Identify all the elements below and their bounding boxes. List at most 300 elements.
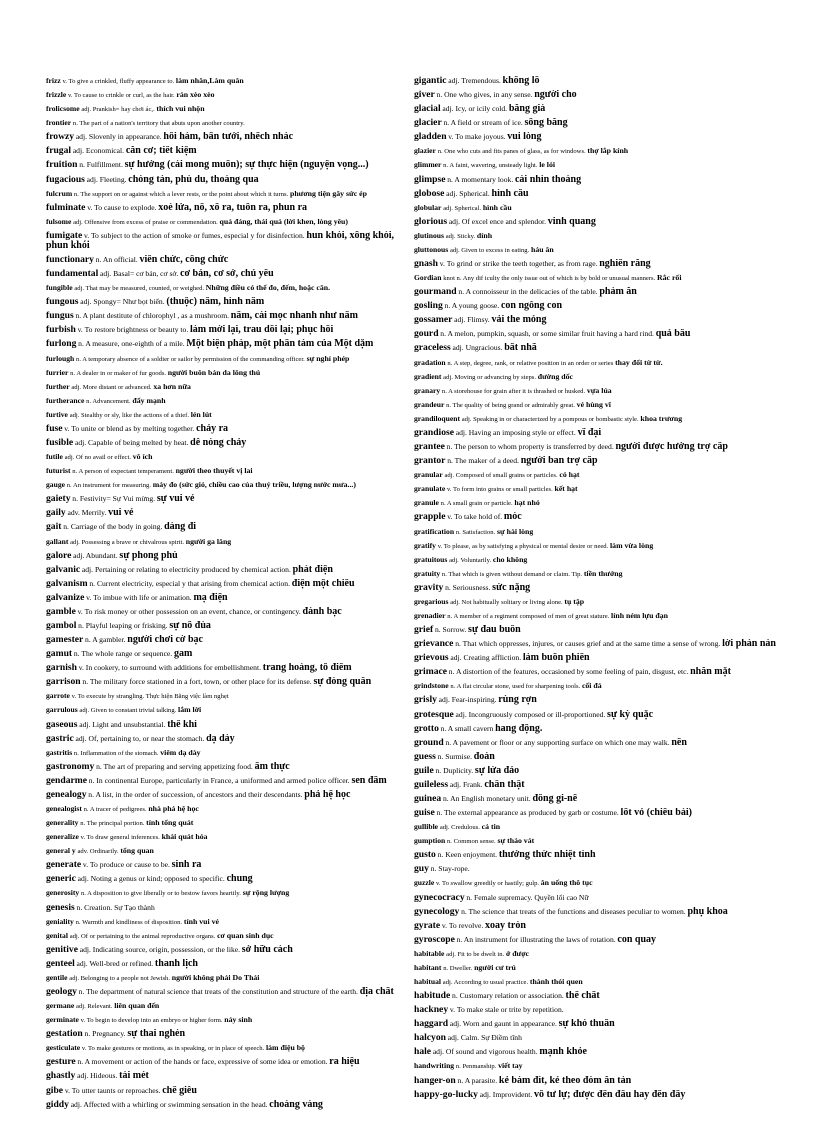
entry-definition: v. To subject to the action of smoke or fumes, especial y for disinfection.	[83, 230, 305, 240]
entry-headword: genitive	[46, 944, 78, 955]
dictionary-entry	[414, 667, 786, 677]
entry-translation: sự vui vẻ	[156, 494, 195, 505]
entry-translation: điện một chiều	[291, 578, 355, 589]
entry-headword: glazier	[414, 146, 436, 156]
entry-headword: guile	[414, 765, 434, 776]
entry-headword: fungible	[46, 283, 73, 293]
entry-definition: adj. Noting a genus or kind; opposed to specific.	[77, 874, 225, 884]
dictionary-entry	[46, 762, 418, 772]
entry-definition: n. A parasite.	[457, 1075, 498, 1085]
entry-headword: gastritis	[46, 747, 73, 757]
entry-definition: n. Playful leaping or frisking.	[78, 620, 168, 630]
entry-headword: gluttonous	[414, 244, 449, 254]
entry-translation: mạ điện	[193, 592, 228, 603]
entry-headword: galvanize	[46, 592, 85, 603]
entry-headword: guise	[414, 808, 435, 819]
entry-headword: genital	[46, 930, 68, 940]
entry-definition: v. To execute by strangling. Thực hiện Bằng việc làm nghẹt	[71, 693, 229, 701]
entry-translation: tính tổng quát	[146, 818, 194, 828]
entry-translation: phương tiện gây sức ép	[289, 188, 367, 198]
entry-headword: gradient	[414, 371, 442, 381]
entry-definition: n. Satisfaction.	[455, 528, 496, 536]
dictionary-entry	[414, 456, 786, 466]
entry-translation: móc	[503, 512, 522, 523]
entry-headword: frolicsome	[46, 104, 80, 114]
entry-headword: germinate	[46, 1015, 79, 1025]
entry-headword: general y	[46, 846, 76, 856]
entry-definition: n. A measure, one-eighth of a mile.	[78, 339, 185, 349]
entry-definition: n. A flat circular stone, used for sharpening tools.	[450, 683, 581, 691]
entry-translation: dạ dày	[206, 733, 235, 744]
entry-definition: n. A gambler.	[85, 635, 126, 645]
entry-definition: v. To revolve.	[441, 920, 484, 930]
entry-definition: v. To produce or cause to be.	[82, 860, 170, 870]
dictionary-entry	[414, 527, 786, 537]
dictionary-entry	[414, 301, 786, 311]
dictionary-entry	[46, 818, 418, 828]
entry-translation: sự khó thuần	[558, 1019, 615, 1030]
entry-headword: fusible	[46, 437, 74, 448]
dictionary-entry	[46, 537, 418, 547]
entry-headword: halcyon	[414, 1033, 446, 1044]
entry-translation: viên chức, công chức	[139, 254, 229, 265]
entry-definition: adj. Of, pertaining to, or near the stomach.	[75, 733, 205, 743]
entry-headword: gibe	[46, 1085, 64, 1096]
entry-headword: fugacious	[46, 174, 85, 185]
entry-translation: rán xèo xèo	[176, 90, 215, 100]
entry-definition: n. Sorrow.	[434, 625, 467, 635]
entry-headword: gallant	[46, 536, 69, 546]
entry-definition: adj. Of or pertaining to the animal reproductive organs.	[69, 932, 216, 940]
dictionary-entry	[46, 325, 418, 335]
entry-headword: garnish	[46, 663, 77, 674]
entry-definition: adj. Voluntarily.	[449, 556, 492, 564]
entry-definition: n. The art of preparing and serving appetizing food.	[96, 761, 253, 771]
entry-definition: adj. Belonging to a people not Jewish.	[69, 974, 170, 982]
entry-headword: grisly	[414, 695, 437, 706]
dictionary-entry	[414, 864, 786, 874]
dictionary-entry	[46, 579, 418, 589]
entry-headword: grievance	[414, 639, 454, 650]
entry-definition: adj. That may be measured, counted, or weighed.	[74, 285, 205, 293]
entry-definition: n. One who gives, in any sense.	[436, 90, 533, 100]
entry-definition: n. Penmanship.	[455, 1063, 497, 1071]
entry-headword: glorious	[414, 216, 448, 227]
entry-definition: n. The principal portion.	[80, 820, 145, 828]
dictionary-entry	[414, 104, 786, 114]
entry-headword: gratify	[414, 540, 436, 550]
dictionary-entry	[46, 480, 418, 490]
entry-definition: adj. Spherical.	[446, 188, 490, 198]
entry-translation: người cho	[534, 90, 577, 101]
entry-headword: gait	[46, 522, 62, 533]
entry-translation: nền	[671, 737, 687, 748]
entry-definition: adj. Sticky.	[445, 232, 476, 240]
dictionary-entry	[414, 1005, 786, 1015]
entry-headword: happy-go-lucky	[414, 1089, 478, 1100]
dictionary-entry	[414, 400, 786, 410]
entry-translation: viêm dạ dày	[160, 747, 201, 757]
dictionary-entry	[46, 931, 418, 941]
entry-translation: làm mới lại, trau dồi lại; phục hồi	[189, 325, 334, 336]
dictionary-entry	[414, 977, 786, 987]
entry-headword: gosling	[414, 301, 443, 312]
entry-headword: generosity	[46, 888, 80, 898]
entry-headword: granular	[414, 470, 443, 480]
dictionary-entry	[46, 452, 418, 462]
dictionary-entry	[414, 1019, 786, 1029]
entry-headword: gamble	[46, 606, 76, 617]
entry-definition: adj. More distant or advanced.	[71, 383, 152, 391]
entry-headword: galvanic	[46, 564, 81, 575]
dictionary-entry	[414, 836, 786, 846]
dictionary-entry	[414, 850, 786, 860]
dictionary-entry	[414, 780, 786, 790]
entry-headword: gregarious	[414, 596, 449, 606]
entry-translation: háu ăn	[530, 244, 554, 254]
dictionary-entry	[46, 269, 418, 279]
entry-translation: sự nô đùa	[169, 620, 211, 631]
entry-definition: adj. Given to constant trivial talking.	[79, 707, 177, 715]
entry-translation: cả tin	[481, 822, 501, 832]
entry-definition: adj. Affected with a whirling or swimming sensation in the head.	[70, 1099, 268, 1109]
entry-headword: gyrate	[414, 920, 441, 931]
entry-definition: n. Stay-rope.	[430, 864, 470, 874]
dictionary-entry	[414, 329, 786, 339]
entry-definition: adj. According to usual practice.	[442, 979, 529, 986]
entry-translation: sự thai nghén	[127, 1029, 186, 1040]
dictionary-entry	[414, 287, 786, 297]
entry-translation: đánh bạc	[302, 606, 342, 617]
entry-translation: sinh ra	[171, 860, 202, 871]
dictionary-entry	[46, 424, 418, 434]
dictionary-entry	[46, 255, 418, 265]
entry-definition: adj. Worn and gaunt in appearance.	[449, 1019, 557, 1029]
entry-translation: ăn uống thô tục	[540, 878, 593, 888]
entry-translation: có hạt	[559, 470, 580, 480]
entry-definition: n. A step, degree, rank, or relative position in an order or series	[447, 359, 614, 367]
entry-definition: adj. Creating affliction.	[450, 653, 522, 663]
entry-headword: gradation	[414, 357, 446, 367]
entry-definition: adv. Merrily.	[67, 508, 107, 518]
entry-definition: n. Festivity= Sự Vui mừng.	[72, 494, 156, 504]
entry-definition: adj. Offensive from excess of praise or commendation.	[73, 218, 218, 226]
entry-definition: v. To please, as by satisfying a physical or mental desire or need.	[437, 542, 609, 550]
entry-definition: v. To draw general inferences.	[80, 834, 160, 842]
entry-translation: vẻ hùng vĩ	[576, 399, 611, 409]
entry-headword: fuse	[46, 423, 63, 434]
left-column	[46, 76, 418, 1114]
dictionary-entry	[414, 217, 786, 227]
dictionary-entry	[46, 396, 418, 406]
entry-definition: n. A tracer of pedigrees.	[83, 806, 147, 813]
dictionary-entry	[46, 691, 418, 701]
entry-headword: galore	[46, 550, 72, 561]
entry-definition: adj. Tremendous.	[448, 76, 501, 85]
entry-definition: adj. Icy, or icily cold.	[442, 104, 508, 114]
dictionary-entry	[46, 231, 418, 251]
entry-translation: cái nhìn thoáng	[514, 174, 582, 185]
entry-definition: adj. Pertaining or relating to electricity produced by chemical action.	[81, 564, 291, 574]
entry-definition: n. An instrument for measuring.	[66, 482, 151, 490]
entry-headword: gamut	[46, 649, 73, 660]
entry-headword: fungous	[46, 297, 79, 308]
entry-definition: n. An English monetary unit.	[442, 793, 531, 803]
entry-definition: n. An instrument for illustrating the laws of rotation.	[456, 934, 616, 944]
entry-headword: galvanism	[46, 578, 88, 589]
entry-headword: grievous	[414, 653, 449, 664]
entry-translation: phả hệ học	[304, 789, 351, 800]
entry-translation: khoa trương	[640, 413, 683, 423]
dictionary-entry	[46, 339, 418, 349]
entry-headword: grandiloquent	[414, 413, 460, 423]
entry-translation: nảy sinh	[224, 1015, 253, 1025]
dictionary-entry	[46, 888, 418, 898]
entry-definition: adj. Having an imposing style or effect.	[455, 427, 576, 437]
entry-translation: làm buồn phiền	[522, 653, 590, 664]
entry-definition: n. A temporary absence of a soldier or sailor by permission of the commanding officer.	[76, 355, 305, 363]
dictionary-entry	[414, 597, 786, 607]
dictionary-entry	[46, 1001, 418, 1011]
dictionary-entry	[414, 949, 786, 959]
entry-translation: thanh lịch	[154, 958, 198, 969]
entry-headword: frontier	[46, 118, 72, 128]
dictionary-entry	[46, 987, 418, 997]
entry-definition: n. A dealer in or maker of fur goods.	[70, 369, 167, 377]
entry-definition: n. Keen enjoyment.	[437, 850, 498, 860]
entry-headword: gastric	[46, 733, 74, 744]
entry-headword: glutinous	[414, 230, 444, 240]
entry-headword: generalize	[46, 832, 79, 842]
entry-headword: giddy	[46, 1099, 69, 1110]
entry-definition: n. Advancement.	[86, 397, 131, 405]
entry-translation: con quay	[617, 934, 657, 945]
entry-definition: n. The science that treats of the functions and diseases peculiar to women.	[461, 906, 686, 916]
entry-translation: vinh quang	[547, 216, 596, 227]
dictionary-entry	[46, 621, 418, 631]
entry-translation: bất nhã	[504, 343, 537, 354]
entry-translation: máy đo (sức gió, chiều cao của thuỷ triều, lượng nước mưa...)	[152, 480, 356, 490]
entry-translation: đoán	[473, 751, 495, 762]
dictionary-entry	[46, 973, 418, 983]
entry-definition: v. To swallow greedily or hastily; gulp.	[436, 880, 540, 888]
entry-headword: fruition	[46, 160, 78, 171]
dictionary-entry	[414, 175, 786, 185]
entry-definition: n. A distortion of the features, occasioned by some feeling of pain, disgust, etc.	[448, 667, 689, 677]
entry-headword: grief	[414, 625, 434, 636]
entry-definition: v. To restore brightness or beauty to.	[77, 325, 189, 335]
entry-headword: fulcrum	[46, 188, 73, 198]
entry-translation: lời phàn nàn	[722, 639, 776, 650]
entry-translation: làm nhăn,Làm quăn	[175, 76, 244, 85]
entry-translation: thể khí	[167, 719, 197, 730]
entry-headword: hanger-on	[414, 1075, 456, 1086]
right-column	[414, 76, 786, 1104]
entry-headword: globose	[414, 188, 445, 199]
entry-headword: gynecocracy	[414, 892, 465, 903]
entry-definition: adj. Economical.	[72, 146, 125, 156]
entry-translation: đẩy mạnh	[132, 395, 166, 405]
entry-definition: n. Female supremacy. Quyền lối cao Nữ	[466, 892, 589, 902]
entry-headword: giver	[414, 90, 435, 101]
entry-translation: hôi hám, bẩn tưởi, nhếch nhác	[163, 132, 294, 143]
entry-definition: adj. Not habitually solitary or living alone.	[450, 598, 563, 606]
entry-translation: gam	[173, 649, 193, 660]
dictionary-entry	[414, 611, 786, 621]
dictionary-entry	[46, 297, 418, 307]
dictionary-entry	[46, 368, 418, 378]
entry-definition: n. A connoisseur in the delicacies of the table.	[458, 287, 598, 297]
entry-headword: gynecology	[414, 906, 460, 917]
entry-definition: adj. Frank.	[449, 779, 483, 789]
dictionary-entry	[414, 512, 786, 522]
entry-translation: choáng váng	[269, 1099, 323, 1110]
entry-headword: frugal	[46, 146, 72, 157]
entry-headword: germane	[46, 1001, 75, 1011]
entry-translation: thay đổi từ từ.	[615, 357, 663, 367]
dictionary-entry	[414, 738, 786, 748]
entry-headword: gravity	[414, 582, 444, 593]
entry-definition: v. To make stale or trite by repetition.	[449, 1005, 564, 1015]
entry-definition: n. A plant destitute of chlorophyl , as a mushroom.	[75, 311, 230, 321]
entry-translation: sông băng	[524, 118, 568, 129]
entry-headword: furrier	[46, 367, 69, 377]
entry-translation: người được hưởng trợ cấp	[615, 442, 728, 453]
dictionary-entry	[414, 681, 786, 691]
entry-definition: adj. Credulous.	[439, 824, 480, 832]
entry-headword: gaiety	[46, 494, 71, 505]
dictionary-entry	[46, 175, 418, 185]
entry-translation: xoè lửa, nổ, xổ ra, tuôn ra, phun ra	[158, 202, 308, 213]
entry-translation: thành thói quen	[529, 977, 583, 986]
entry-headword: generate	[46, 860, 82, 871]
dictionary-entry	[414, 90, 786, 100]
entry-definition: n. That which is given without demand or claim. Tip.	[441, 570, 583, 578]
dictionary-entry	[46, 635, 418, 645]
entry-headword: furtherance	[46, 395, 85, 405]
entry-headword: ghastly	[46, 1071, 76, 1082]
entry-translation: vĩ đại	[577, 427, 602, 438]
entry-translation: đường dốc	[537, 371, 573, 381]
entry-headword: geology	[46, 987, 77, 998]
entry-headword: furbish	[46, 325, 76, 336]
entry-headword: gambol	[46, 620, 77, 631]
entry-headword: futile	[46, 452, 63, 462]
entry-translation: kết hạt	[554, 484, 578, 494]
entry-translation: tổng quan	[120, 846, 154, 856]
dictionary-entry	[414, 541, 786, 551]
entry-translation: ra hiệu	[329, 1057, 360, 1068]
entry-headword: genealogist	[46, 804, 82, 813]
entry-headword: garrulous	[46, 705, 78, 715]
entry-definition: n. Creation. Sự Tạo thành	[76, 902, 155, 912]
entry-headword: habitude	[414, 991, 451, 1002]
entry-translation: người theo thuyết vị lai	[175, 466, 253, 476]
entry-translation: ẩm thực	[254, 761, 290, 772]
entry-definition: n. The military force stationed in a fort, town, or other place for its defense.	[82, 677, 312, 687]
entry-definition: n. That which oppresses, injures, or causes grief and at the same time a sense of wrong.	[455, 639, 721, 649]
entry-headword: gesture	[46, 1057, 76, 1068]
entry-definition: adj. Spherical.	[443, 204, 482, 212]
dictionary-entry	[414, 118, 786, 128]
entry-definition: adj. Spongy= Như bọt biển.	[80, 297, 165, 307]
entry-translation: làm điệu bộ	[265, 1043, 305, 1053]
dictionary-entry	[414, 428, 786, 438]
entry-definition: n. A list, in the order of succession, of ancestors and their descendants.	[88, 789, 303, 799]
entry-headword: frowzy	[46, 132, 75, 143]
entry-translation: ở được	[505, 948, 530, 958]
dictionary-entry	[46, 466, 418, 476]
dictionary-entry	[46, 1071, 418, 1081]
entry-translation: cơ bản, cơ sở, chủ yếu	[180, 269, 274, 280]
entry-headword: fumigate	[46, 230, 83, 241]
entry-headword: gesticulate	[46, 1043, 81, 1053]
dictionary-entry	[46, 1086, 418, 1096]
entry-definition: n. Pregnancy.	[84, 1029, 126, 1039]
entry-headword: further	[46, 381, 70, 391]
entry-definition: adj. Of sound and vigorous health.	[432, 1047, 538, 1057]
entry-headword: gullible	[414, 822, 439, 832]
entry-headword: gauge	[46, 480, 65, 490]
entry-headword: grapple	[414, 512, 446, 523]
entry-translation: sự hài lòng	[496, 526, 534, 536]
entry-translation: thích vui nhộn	[156, 104, 205, 114]
entry-translation: chung	[226, 874, 253, 885]
entry-definition: n. In continental Europe, particularly in France, a uniformed and armed police officer.	[88, 775, 350, 785]
dictionary-entry	[46, 90, 418, 100]
entry-definition: v. To cause to explode.	[87, 202, 157, 212]
dictionary-entry	[414, 1076, 786, 1086]
entry-definition: adj. Possessing a brave or chivalrous spirit.	[70, 538, 185, 546]
dictionary-entry	[414, 752, 786, 762]
entry-headword: graceless	[414, 343, 451, 354]
entry-definition: n. Surmise.	[437, 751, 472, 761]
dictionary-entry	[46, 832, 418, 842]
entry-headword: functionary	[46, 254, 94, 265]
entry-headword: grotto	[414, 723, 439, 734]
entry-headword: furlong	[46, 339, 77, 350]
entry-definition: n. The department of natural science that treats of the constitution and structure of the earth.	[78, 987, 358, 997]
entry-translation: tụ tập	[564, 596, 585, 606]
dictionary-entry	[46, 903, 418, 913]
dictionary-entry	[414, 343, 786, 353]
entry-headword: guinea	[414, 793, 442, 804]
dictionary-entry	[46, 146, 418, 156]
entry-translation: vải the mỏng	[491, 315, 547, 326]
entry-definition: adj. Incongruously composed or ill-proportioned.	[455, 709, 606, 719]
entry-headword: genesis	[46, 902, 75, 913]
entry-definition: n. The person to whom property is transferred by deed.	[446, 442, 614, 452]
entry-translation: thợ lắp kính	[587, 146, 629, 156]
dictionary-entry	[46, 945, 418, 955]
dictionary-entry	[414, 132, 786, 142]
entry-translation: Một biện pháp, một phần tám của Một dặm	[186, 339, 374, 350]
entry-translation: hun khói, xông khói, phun khói	[46, 230, 394, 251]
dictionary-entry	[414, 583, 786, 593]
entry-definition: adj. Of no avail or effect.	[64, 454, 131, 462]
entry-definition: n. A small grain or particle.	[440, 500, 513, 508]
entry-definition: adj. Well-bred or refined.	[76, 958, 154, 968]
entry-headword: gendarme	[46, 775, 88, 786]
dictionary-entry	[414, 555, 786, 565]
entry-headword: fulsome	[46, 216, 72, 226]
entry-definition: n. Carriage of the body in going.	[63, 522, 163, 532]
entry-translation: sự hưởng (cái mong muốn); sự thực hiện (nguyện vọng...)	[124, 160, 369, 171]
entry-definition: adj. Light and unsubstantial.	[79, 719, 166, 729]
dictionary-entry	[414, 189, 786, 199]
entry-headword: habitable	[414, 948, 445, 958]
entry-headword: gamester	[46, 635, 84, 646]
